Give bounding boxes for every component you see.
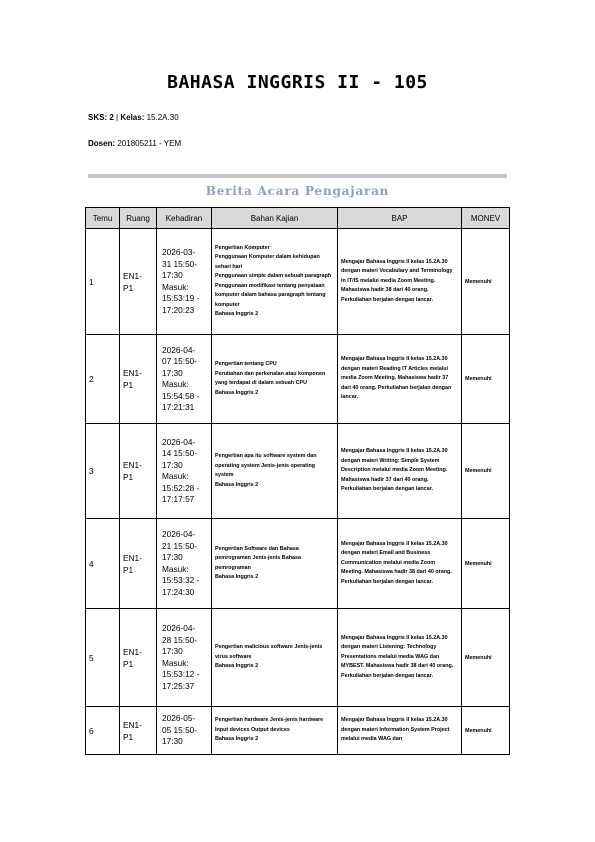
table-row [86,335,510,424]
table-row [86,519,510,609]
cell-ruang: EN1- P1 [120,424,157,519]
cell-ruang: EN1- P1 [120,519,157,609]
dosen-value: 201805211 - YEM [117,139,182,148]
section-divider [88,174,507,178]
cell-kehadiran: 2026-04- 07 15:50- 17:30 Masuk: 15:54:58 - 17:21:31 [157,335,212,424]
cell-kehadiran: 2026-05- 05 15:50- 17:30 [157,707,212,755]
cell-temu: 6 [86,707,120,755]
cell-temu: 1 [86,229,120,335]
header-bap: BAP [338,208,462,229]
table-row [86,707,510,755]
dosen-label: Dosen: [88,139,116,148]
cell-bahan-kajian: Pengertian Software dan Bahasa pemrograman Jenis-jenis Bahasa pemrograman Bahasa Inggris 2 [212,519,338,609]
class-info [88,113,179,122]
lecturer-info [88,139,181,148]
cell-monev: Memenuhi [462,707,510,755]
header-kehadiran: Kehadiran [157,208,212,229]
cell-temu: 3 [86,424,120,519]
kelas-value: 15.2A.30 [146,113,179,122]
cell-bahan-kajian: Pengertian apa itu software system dan operating system Jenis-jenis operating system Bahasa Inggris 2 [212,424,338,519]
cell-bap: Mengajar Bahasa Inggris II kelas 15.2A.30 dengan materi Vocabulary and Terminology in IT/IS melalui media Zoom Meeting. Mahasiswa hadir 38 dari 40 orang. Perkuliahan berjalan dengan lancar. [338,229,462,335]
table-header-row [86,208,510,229]
section-title: Berita Acara Pengajaran [205,184,390,198]
cell-bap: Mengajar Bahasa Inggris II kelas 15.2A.30 dengan materi Writing: Simple System Description melalui media Zoom Meeting. Mahasiswa hadir 37 dari 40 orang. Perkuliahan berjalan dengan lancar. [338,424,462,519]
sks-label: SKS: [88,113,108,122]
header-ruang: Ruang [120,208,157,229]
kelas-label: Kelas: [120,113,145,122]
header-monev: MONEV [462,208,510,229]
table-row [86,609,510,707]
cell-ruang: EN1- P1 [120,335,157,424]
cell-monev: Memenuhi [462,229,510,335]
cell-ruang: EN1- P1 [120,229,157,335]
cell-kehadiran: 2026-04- 14 15:50- 17:30 Masuk: 15:52:28 - 17:17:57 [157,424,212,519]
course-title: BAHASA INGGRIS II - 105 [167,72,428,93]
header-temu: Temu [86,208,120,229]
cell-temu: 5 [86,609,120,707]
cell-monev: Memenuhi [462,609,510,707]
cell-bahan-kajian: Pengertian Komputer Penggunaan Komputer dalam kehidupan sehari hari Penggunaan simple dalam sebuah paragraph Penggunaan modifikasi tentang penyataan komputer dalam bahasa paragraph tentang komputer Bahasa Inggris 2 [212,229,338,335]
cell-temu: 4 [86,519,120,609]
cell-bahan-kajian: Pengertian malicious software Jenis-jenis virus software Bahasa Inggris 2 [212,609,338,707]
header-bahan-kajian: Bahan Kajian [212,208,338,229]
cell-bap: Mengajar Bahasa Inggris II kelas 15.2A.30 dengan materi Reading IT Articles melalui media Zoom Meeting. Mahasiswa hadir 37 dari 40 orang. Perkuliahan berjalan dengan lancar. [338,335,462,424]
cell-monev: Memenuhi [462,424,510,519]
sks-value: 2 [109,113,114,122]
cell-kehadiran: 2026-04- 21 15:50- 17:30 Masuk: 15:53:32 - 17:24:30 [157,519,212,609]
cell-monev: Memenuhi [462,519,510,609]
cell-ruang: EN1- P1 [120,707,157,755]
cell-bap: Mengajar Bahasa Inggris II kelas 15.2A.30 dengan materi Information System Project melalui media WAG dan [338,707,462,755]
cell-bap: Mengajar Bahasa Inggris II kelas 15.2A.30 dengan materi Email and Business Communication melalui media Zoom Meeting. Mahasiswa hadir 38 dari 40 orang. Perkuliahan berjalan dengan lancar. [338,519,462,609]
table-row [86,424,510,519]
cell-bahan-kajian: Pengertian hardware Jenis-jenis hardware Input devices Output devices Bahasa Inggris 2 [212,707,338,755]
cell-monev: Memenuhi [462,335,510,424]
cell-bap: Mengajar Bahasa Inggris II kelas 15.2A.30 dengan materi Listening: Technology Presentations melalui media WAG dan MYBEST. Mahasiswa hadir 38 dari 40 orang. Perkuliahan berjalan dengan lancar. [338,609,462,707]
cell-kehadiran: 2026-03- 31 15:50- 17:30 Masuk: 15:53:19 - 17:20:23 [157,229,212,335]
cell-temu: 2 [86,335,120,424]
separator: | [116,113,119,122]
bap-table [85,207,510,755]
cell-kehadiran: 2026-04- 28 15:50- 17:30 Masuk: 15:53:12 - 17:25:37 [157,609,212,707]
table-row [86,229,510,335]
cell-ruang: EN1- P1 [120,609,157,707]
cell-bahan-kajian: Pengertian tentang CPU Perubahan dan perkenalan atau komponen yang terdapat di dalam sebuah CPU Bahasa Inggris 2 [212,335,338,424]
